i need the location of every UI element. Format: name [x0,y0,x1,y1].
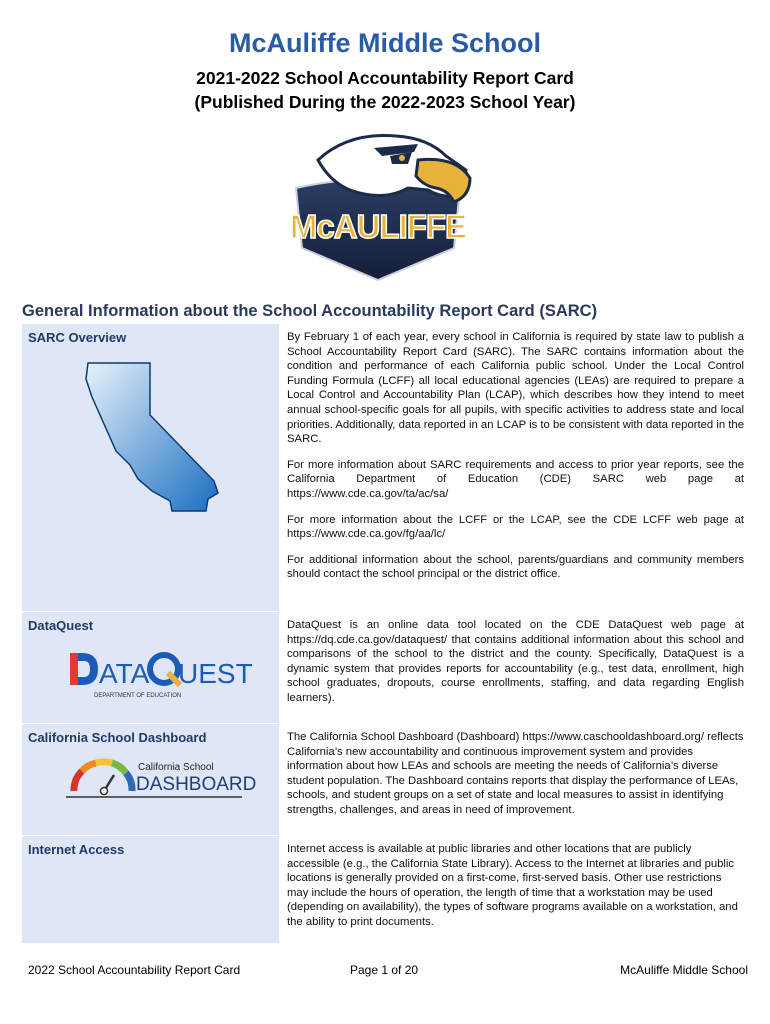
row-content-cell [279,724,748,835]
california-map-icon [82,361,232,511]
row-label-cell [22,836,279,943]
row-label: DataQuest [28,618,94,633]
sarc-paragraph: For more information about the LCFF or the LCAP, see the CDE LCFF web page at https://www.cde.ca.gov/fg/aa/lc/ [287,513,744,541]
report-title [0,66,770,114]
dashboard-logo-line2: DASHBOARD [136,774,257,795]
footer-school-name: McAuliffe Middle School [620,963,748,977]
table-row [22,724,748,836]
sarc-paragraph: By February 1 of each year, every school in California is required by state law to publish a School Accountability Report Card (SARC). The SARC contains information about the condition and performance of each California public school. Under the Local Control Funding Formula (LCFF) all local educational agencies (LEAs) are required to prepare a Local Control and Accountability Plan (LCAP), which describes how they intend to meet annual school-specific goals for all pupils, with specific activities to address state and local priorities. Additionally, data reported in an LCAP is to be consistent with data reported in the SARC. [287,331,744,446]
dataquest-word2: UEST [178,658,253,689]
table-row [22,612,748,724]
row-label-cell [22,324,279,611]
dashboard-logo-line1: California School [138,762,214,773]
published-note: (Published During the 2022-2023 School Year) [194,92,576,112]
dashboard-logo [62,753,257,803]
table-row [22,324,748,612]
row-label: California School Dashboard [28,730,207,745]
dataquest-logo [68,645,253,701]
sarc-paragraph: For more information about SARC requirements and access to prior year reports, see the California Department of Education (CDE) SARC web page at https://www.cde.ca.gov/ta/ac/sa/ [287,458,744,500]
logo-text: McAULIFFE [289,208,467,245]
row-content-cell [279,324,748,611]
footer-report-name: 2022 School Accountability Report Card [28,963,241,977]
row-content-cell [279,836,748,943]
school-name: McAuliffe Middle School [228,28,541,58]
row-label-cell [22,724,279,835]
dashboard-paragraph: The California School Dashboard (Dashboard) https://www.caschooldashboard.org/ reflects California’s new accountability and continuous improvement system and provides information about how LEAs and schools are meeting the needs of California’s diverse student population. The Dashboard contains reports that display the performance of LEAs, schools, and student groups on a set of state and local measures to assist in identifying strengths, challenges, and areas in need of improvement. [287,731,744,816]
dataquest-paragraph: DataQuest is an online data tool located on the CDE DataQuest web page at https://dq.cde.ca.gov/dataquest/ that contains additional information about this school and comparisons of the school to the district and the county. Specifically, DataQuest is a dynamic system that provides reports for accountability (e.g., test data, enrollment, high school graduates, dropouts, course enrollments, staffing, and data regarding English learners). [287,619,744,704]
general-info-table [22,324,748,944]
dataquest-subtitle: DEPARTMENT OF EDUCATION [94,693,182,699]
row-label: Internet Access [28,842,125,857]
row-content-cell [279,612,748,723]
sarc-paragraph: For additional information about the school, parents/guardians and community members should contact the school principal or the district office. [287,553,744,581]
section-title: General Information about the School Accountability Report Card (SARC) [22,302,598,320]
internet-paragraph: Internet access is available at public libraries and other locations that are publicly accessible (e.g., the California State Library). Access to the Internet at libraries and public locations is generally provided on a first-come, first-served basis. Other use restrictions may include the hours of operation, the length of time that a workstation may be used (depending on availability), the types of software programs available on a workstation, and the ability to print documents. [287,843,738,928]
mcauliffe-eagle-logo [278,130,478,285]
footer-page-number: Page 1 of 20 [350,963,419,977]
row-label: SARC Overview [28,330,127,345]
report-title-line: 2021-2022 School Accountability Report Card [196,68,574,88]
dataquest-word1: ATA [99,658,150,689]
row-label-cell [22,612,279,723]
table-row [22,836,748,944]
